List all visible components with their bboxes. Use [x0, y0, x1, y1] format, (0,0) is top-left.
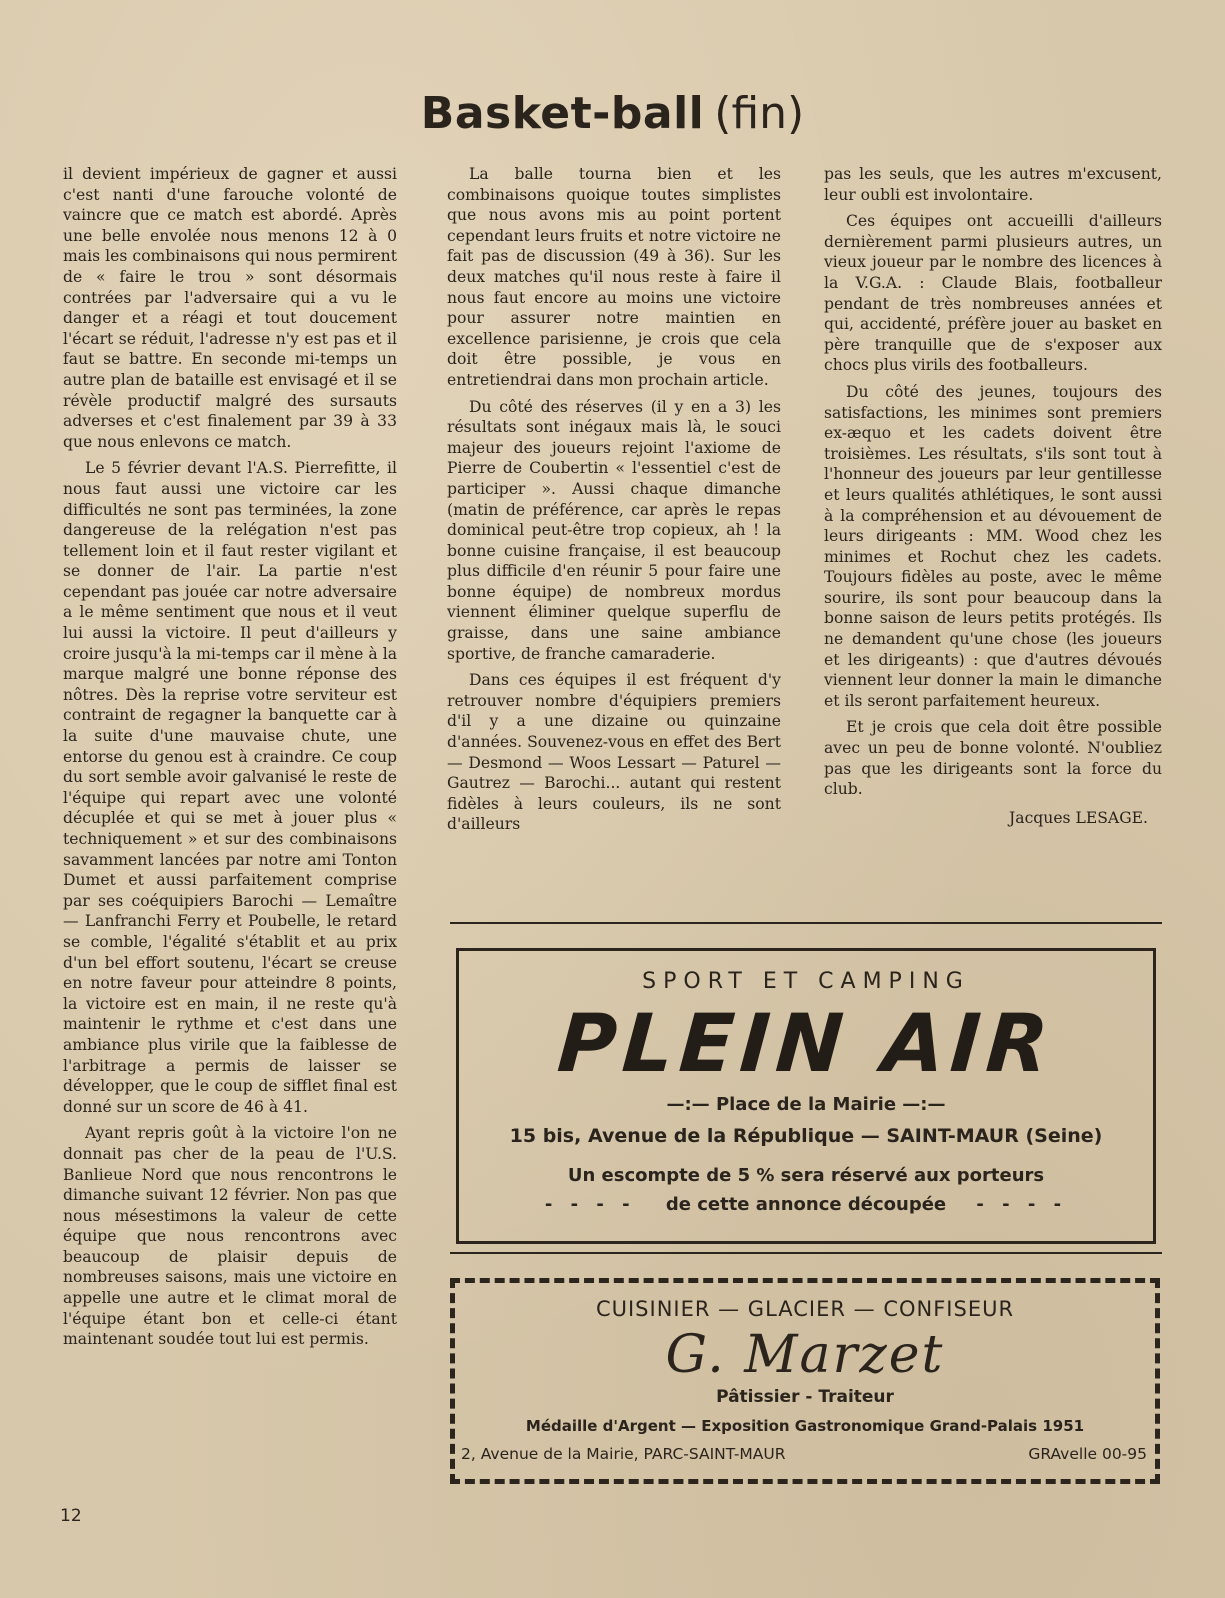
dash-decoration: - - - -: [976, 1194, 1068, 1215]
ad-phone: GRAvelle 00-95: [1028, 1445, 1147, 1463]
ad-plein-air: [456, 948, 1156, 1244]
article-title: [0, 88, 1225, 139]
paragraph: Et je crois que cela doit être possible avec un peu de bonne volonté. N'oubliez pas que les dirigeants sont la force du club.: [824, 718, 1162, 799]
ad-offer-text: de cette annonce découpée: [665, 1194, 947, 1215]
author-signature: Jacques LESAGE.: [1009, 808, 1148, 827]
title-main: Basket-ball: [420, 88, 705, 139]
paragraph: Ces équipes ont accueilli d'ailleurs dernièrement parmi plusieurs autres, un vieux joueur par le nombre des licences à la V.G.A. : Claude Blais, footballeur pendant de très nombreuses années et qui, accidenté, préfère jouer au basket en père tranquille que de s'exposer aux chocs plus virils des footballeurs.: [824, 212, 1162, 375]
paragraph: il devient impérieux de gagner et aussi c'est nanti d'une farouche volonté de vaincre que ce match est abordé. Après une belle envolée nous menons 12 à 0 mais les combinaisons qui nous permirent de « faire le trou » sont désormais contrées par l'adversaire qui a vu le danger et a réagi et tout doucement l'écart se réduit, l'adresse n'y est pas et il faut se battre. En seconde mi-temps un autre plan de bataille est envisagé et il se révèle productif malgré des sursauts adverses et c'est finalement par 39 à 33 que nous enlevons ce match.: [63, 165, 397, 451]
ad-address-line1: —:— Place de la Mairie —:—: [666, 1094, 946, 1115]
ad-medal: Médaille d'Argent — Exposition Gastronomique Grand-Palais 1951: [525, 1417, 1085, 1435]
paragraph: La balle tourna bien et les combinaisons quoique toutes simplistes que nous avons mis au point portent cependant leurs fruits et notre victoire ne fait pas de discussion (49 à 36). Sur les deux matches qu'il nous reste à faire il nous faut encore au moins une victoire pour assurer notre maintien en excellence parisienne, je crois que cela doit être possible, je vous en entretiendrai dans mon prochain article.: [447, 165, 781, 389]
ad-brand-logo: PLEIN AIR: [554, 997, 1058, 1090]
paragraph: Dans ces équipes il est fréquent d'y retrouver nombre d'équipiers premiers d'il y a une dizaine ou quinzaine d'années. Souvenez-vous en effet des Bert — Desmond — Woos Lessart — Paturel — Gautrez — Barochi... autant qui restent fidèles à leurs couleurs, ils ne sont d'ailleurs: [447, 671, 781, 834]
divider: [450, 1252, 1162, 1254]
ad-offer-line1: Un escompte de 5 % sera réservé aux porteurs: [567, 1165, 1045, 1186]
paragraph: pas les seuls, que les autres m'excusent, leur oubli est involontaire.: [824, 165, 1162, 204]
ad-marzet: [450, 1278, 1160, 1484]
article-column-1: [63, 164, 397, 1356]
ad-name-logo: G. Marzet: [665, 1325, 945, 1385]
dash-decoration: - - - -: [544, 1194, 636, 1215]
ad-offer-line2: [459, 1194, 1153, 1215]
paragraph: Ayant repris goût à la victoire l'on ne donnait pas cher de la peau de l'U.S. Banlieue Nord que nous rencontrons le dimanche suivant 12 février. Non pas que nous mésestimons la valeur de cette équipe que nous rencontrons avec beaucoup de plaisir depuis de nombreuses saisons, mais une victoire en appelle une autre et le climat moral de l'équipe étant bon et celle-ci étant maintenant soudée tout lui est permis.: [63, 1124, 397, 1349]
ad-kicker: SPORT ET CAMPING: [642, 969, 970, 994]
page-number: 12: [60, 1506, 82, 1526]
title-sub: (fin): [714, 88, 805, 139]
ad-address: 2, Avenue de la Mairie, PARC-SAINT-MAUR: [461, 1445, 786, 1463]
article-column-2: [447, 164, 781, 841]
paragraph: Du côté des réserves (il y en a 3) les résultats sont inégaux mais là, le souci majeur des joueurs rejoint l'axiome de Pierre de Coubertin « l'essentiel c'est de participer ». Aussi chaque dimanche (matin de préférence, car après le repas dominical peut-être trop copieux, ah ! la bonne cuisine française, il est beaucoup plus difficile d'en réunir 5 pour faire une bonne équipe) de nombreux mordus viennent éliminer quelque superflu de graisse, dans une saine ambiance sportive, de franche camaraderie.: [447, 397, 781, 663]
ad-footer: [455, 1445, 1155, 1463]
paragraph: Du côté des jeunes, toujours des satisfactions, les minimes sont premiers ex-æquo et les cadets doivent être troisièmes. Les résultats, s'ils sont tout à l'honneur des joueurs par leur gentillesse et leurs qualités athlétiques, le sont aussi à la compréhension et au dévouement de leurs dirigeants : MM. Wood chez les minimes et Rochut chez les cadets. Toujours fidèles au poste, avec le même sourire, ils sont pour beaucoup dans la bonne saison de leurs petits protégés. Ils ne demandent qu'une chose (les joueurs et les dirigeants) : que d'autres dévoués viennent leur donner la main le dimanche et ils seront parfaitement heureux.: [824, 382, 1162, 710]
divider: [450, 922, 1162, 924]
ad-role: Pâtissier - Traiteur: [716, 1387, 894, 1407]
article-column-3: [824, 164, 1162, 834]
paragraph: Le 5 février devant l'A.S. Pierrefitte, il nous faut aussi une victoire car les difficultés ne sont pas terminées, la zone dangereuse de la relégation n'est pas tellement loin et il faut rester vigilant et se donner de l'air. La partie n'est cependant pas jouée car notre adversaire a le même sentiment que nous et il veut lui aussi la victoire. Il peut d'ailleurs y croire jusqu'à la mi-temps car il mène à la marque malgré une bonne réponse des nôtres. Dès la reprise votre serviteur est contraint de regagner la banquette car à la suite d'une mauvaise chute, une entorse du genou est à craindre. Ce coup du sort semble avoir galvanisé le reste de l'équipe qui repart avec une volonté décuplée et qui se met à jouer plus « techniquement » et sur des combinaisons savamment lancées par notre ami Tonton Dumet et aussi parfaitement comprise par ses coéquipiers Barochi — Lemaître — Lanfranchi Ferry et Poubelle, le retard se comble, l'égalité s'établit et au prix d'un bel effort soutenu, l'écart se creuse en notre faveur pour atteindre 8 points, la victoire est en main, il ne reste qu'à maintenir le rythme et c'est dans une ambiance plus virile que la faiblesse de l'arbitrage a permis de laisser se développer, que le coup de sifflet final est donné sur un score de 46 à 41.: [63, 459, 397, 1116]
ad-trades: CUISINIER — GLACIER — CONFISEUR: [595, 1297, 1015, 1321]
ad-address-line2: 15 bis, Avenue de la République — SAINT-MAUR (Seine): [509, 1125, 1103, 1147]
